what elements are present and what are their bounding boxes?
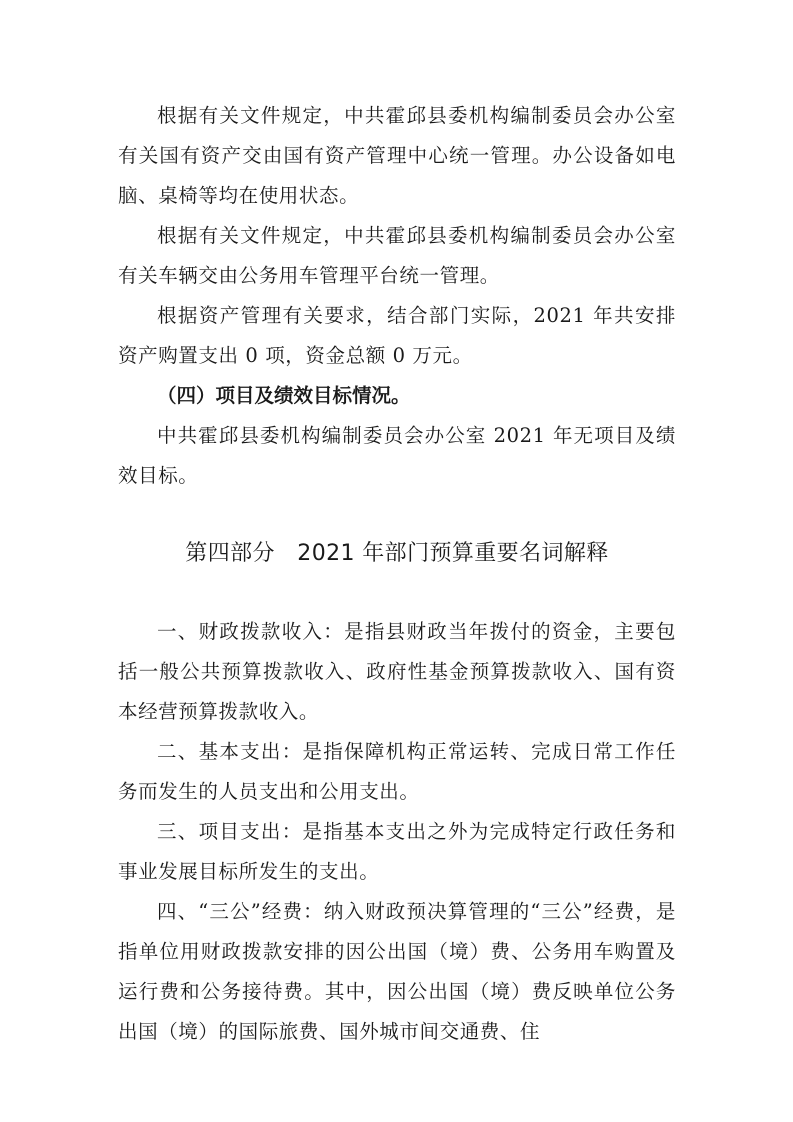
- paragraph-vehicles: 根据有关文件规定，中共霍邱县委机构编制委员会办公室有关车辆交由公务用车管理平台统一管理。: [118, 224, 676, 287]
- definition-fiscal-appropriation: 一、财政拨款收入：是指县财政当年拨付的资金，主要包括一般公共预算拨款收入、政府性基金预算拨款收入、国有资本经营预算拨款收入。: [118, 620, 676, 723]
- spacer: [118, 574, 676, 612]
- subheading-project-performance: （四）项目及绩效目标情况。: [157, 384, 411, 407]
- paragraph-asset-purchase: 根据资产管理有关要求，结合部门实际，2021 年共安排资产购置支出 0 项，资金总额 0 万元。: [118, 304, 676, 367]
- spacer: [118, 496, 676, 534]
- section-title: 第四部分 2021 年部门预算重要名词解释: [185, 541, 609, 566]
- document-body: [118, 96, 676, 1052]
- definition-three-public-expenses: 四、“三公”经费：纳入财政预决算管理的“三公”经费，是指单位用财政拨款安排的因公出国（境）费、公务用车购置及运行费和公务接待费。其中，因公出国（境）费反映单位公务出国（境）的国际旅费、国外城市间交通费、住: [118, 900, 676, 1043]
- definition-basic-expenditure: 二、基本支出：是指保障机构正常运转、完成日常工作任务而发生的人员支出和公用支出。: [118, 740, 676, 803]
- paragraph-assets-state: 根据有关文件规定，中共霍邱县委机构编制委员会办公室有关国有资产交由国有资产管理中心统一管理。办公设备如电脑、桌椅等均在使用状态。: [118, 104, 676, 207]
- paragraph-project-performance: 中共霍邱县委机构编制委员会办公室 2021 年无项目及绩效目标。: [118, 424, 676, 487]
- definition-project-expenditure: 三、项目支出：是指基本支出之外为完成特定行政任务和事业发展目标所发生的支出。: [118, 820, 676, 883]
